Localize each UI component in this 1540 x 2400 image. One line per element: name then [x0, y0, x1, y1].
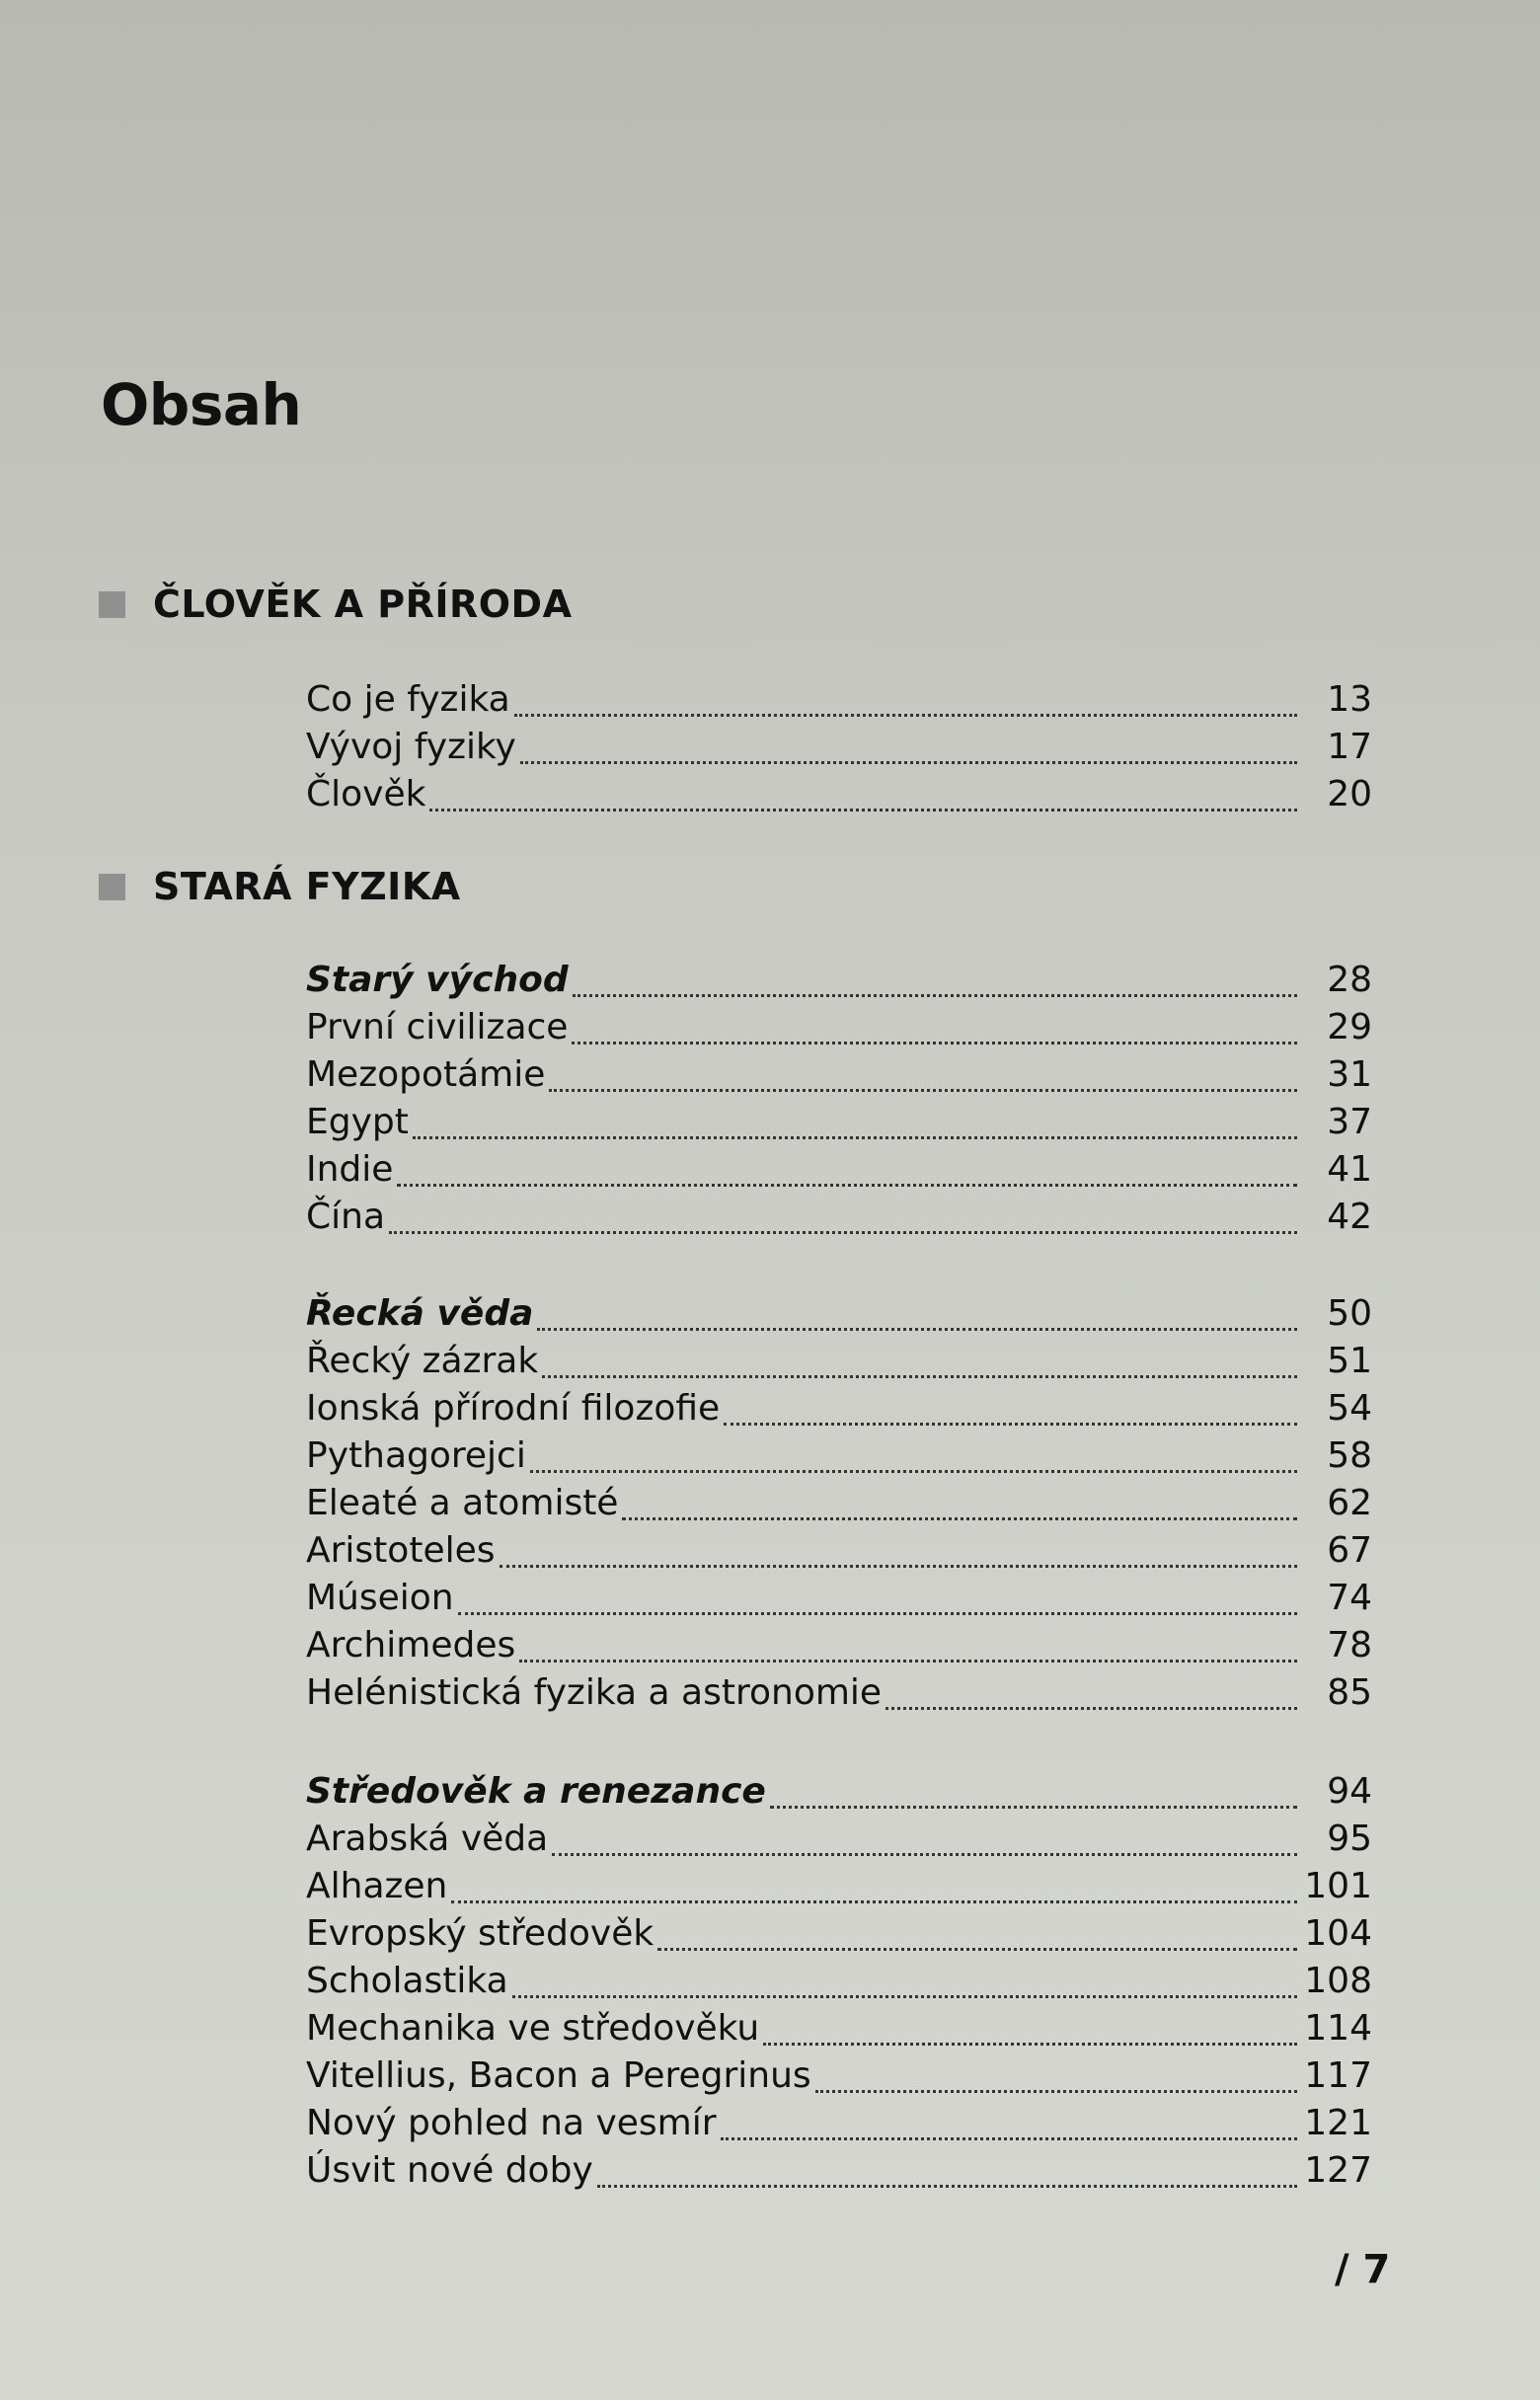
toc-entry-label: Indie: [306, 1149, 394, 1190]
dot-leader: [537, 1320, 1297, 1331]
toc-entry-page: 54: [1327, 1388, 1372, 1429]
toc-entry[interactable]: [306, 2055, 1372, 2103]
page-title: Obsah: [101, 371, 302, 438]
toc-entry-label: Nový pohled na vesmír: [306, 2103, 717, 2143]
toc-entry-label: Evropský středověk: [306, 1913, 654, 1954]
toc-entry-page: 121: [1304, 2103, 1372, 2143]
square-bullet-icon: [99, 591, 125, 618]
dot-leader: [549, 1081, 1297, 1092]
toc-entry-page: 101: [1304, 1866, 1372, 1906]
toc-entry-label: První civilizace: [306, 1007, 569, 1047]
dot-leader: [458, 1604, 1297, 1615]
toc-entry-label: Starý východ: [306, 960, 569, 1000]
toc-entry-page: 20: [1327, 774, 1372, 814]
dot-leader: [724, 1415, 1297, 1426]
toc-entry[interactable]: [306, 1578, 1372, 1625]
dot-leader: [552, 1845, 1297, 1856]
toc-entry[interactable]: [306, 774, 1372, 821]
toc-entry[interactable]: [306, 1149, 1372, 1197]
dot-leader: [622, 1510, 1297, 1520]
square-bullet-icon: [99, 874, 125, 900]
section-label: ČLOVĚK A PŘÍRODA: [153, 582, 573, 626]
toc-entry-label: Múseion: [306, 1578, 454, 1618]
section-heading-stara-fyzika: [99, 865, 461, 908]
toc-entry-page: 67: [1327, 1530, 1372, 1571]
toc-entry[interactable]: [306, 1054, 1372, 1102]
toc-entry-page: 58: [1327, 1435, 1372, 1476]
dot-leader: [763, 2035, 1297, 2046]
toc-entry-page: 31: [1327, 1054, 1372, 1095]
toc-chapter-entry[interactable]: [306, 1293, 1372, 1341]
toc-entry-label: Mezopotámie: [306, 1054, 546, 1095]
toc-entry[interactable]: [306, 1388, 1372, 1435]
toc-entry[interactable]: [306, 1483, 1372, 1530]
toc-entry[interactable]: [306, 1530, 1372, 1578]
dot-leader: [770, 1798, 1297, 1809]
toc-entry-page: 41: [1327, 1149, 1372, 1190]
toc-entry-label: Řecká věda: [306, 1293, 534, 1334]
toc-entry-label: Helénistická fyzika a astronomie: [306, 1672, 883, 1713]
toc-entry[interactable]: [306, 2150, 1372, 2198]
toc-entry-label: Alhazen: [306, 1866, 448, 1906]
toc-entry-label: Aristoteles: [306, 1530, 496, 1571]
section-heading-clovek-a-priroda: [99, 582, 572, 626]
dot-leader: [572, 1034, 1297, 1045]
dot-leader: [514, 706, 1297, 717]
toc-entry[interactable]: [306, 1961, 1372, 2008]
dot-leader: [886, 1699, 1297, 1710]
toc-entry-page: 29: [1327, 1007, 1372, 1047]
dot-leader: [542, 1367, 1297, 1378]
dot-leader: [413, 1128, 1297, 1139]
dot-leader: [519, 1652, 1297, 1663]
dot-leader: [520, 753, 1297, 764]
toc-entry-label: Arabská věda: [306, 1819, 549, 1859]
toc-entry[interactable]: [306, 1819, 1372, 1866]
toc-entry-page: 78: [1327, 1625, 1372, 1665]
toc-entry[interactable]: [306, 1341, 1372, 1388]
toc-entry[interactable]: [306, 1007, 1372, 1054]
toc-entry-label: Co je fyzika: [306, 679, 510, 720]
toc-entry-label: Člověk: [306, 774, 426, 814]
toc-entry-page: 114: [1304, 2008, 1372, 2049]
toc-entry[interactable]: [306, 727, 1372, 774]
toc-entry-page: 117: [1304, 2055, 1372, 2096]
dot-leader: [451, 1893, 1297, 1903]
dot-leader: [429, 801, 1297, 812]
toc-entry-label: Scholastika: [306, 1961, 508, 2001]
toc-entry-label: Egypt: [306, 1102, 409, 1142]
dot-leader: [573, 986, 1297, 997]
section-label: STARÁ FYZIKA: [153, 865, 461, 908]
toc-entry-label: Řecký zázrak: [306, 1341, 539, 1381]
toc-entry[interactable]: [306, 679, 1372, 727]
dot-leader: [500, 1557, 1298, 1568]
toc-entry-page: 85: [1327, 1672, 1372, 1713]
dot-leader: [597, 2177, 1297, 2188]
toc-entry[interactable]: [306, 1866, 1372, 1913]
dot-leader: [397, 1176, 1297, 1187]
toc-entry-page: 108: [1304, 1961, 1372, 2001]
toc-entry-page: 95: [1327, 1819, 1372, 1859]
toc-chapter-entry[interactable]: [306, 1771, 1372, 1819]
toc-entry-label: Středověk a renezance: [306, 1771, 766, 1812]
dot-leader: [530, 1462, 1297, 1473]
toc-entry-page: 28: [1327, 960, 1372, 1000]
toc-entry-page: 51: [1327, 1341, 1372, 1381]
page-number: / 7: [1335, 2247, 1391, 2292]
toc-entry-label: Eleaté a atomisté: [306, 1483, 619, 1523]
toc-entry-label: Vývoj fyziky: [306, 727, 516, 767]
toc-entry[interactable]: [306, 1913, 1372, 1961]
toc-entry-page: 127: [1304, 2150, 1372, 2191]
toc-entry-label: Úsvit nové doby: [306, 2150, 593, 2191]
toc-entry-page: 37: [1327, 1102, 1372, 1142]
toc-entry[interactable]: [306, 2103, 1372, 2150]
toc-entry-page: 94: [1327, 1771, 1372, 1812]
toc-entry-page: 104: [1304, 1913, 1372, 1954]
toc-entry[interactable]: [306, 1672, 1372, 1720]
toc-entry[interactable]: [306, 2008, 1372, 2055]
toc-entry[interactable]: [306, 1197, 1372, 1244]
toc-entry-page: 50: [1327, 1293, 1372, 1334]
toc-entry[interactable]: [306, 1435, 1372, 1483]
toc-entry-label: Ionská přírodní filozofie: [306, 1388, 721, 1429]
toc-entry[interactable]: [306, 1102, 1372, 1149]
toc-entry-page: 17: [1327, 727, 1372, 767]
toc-entry-page: 62: [1327, 1483, 1372, 1523]
toc-entry-page: 74: [1327, 1578, 1372, 1618]
toc-entry-label: Vitellius, Bacon a Peregrinus: [306, 2055, 811, 2096]
toc-entry-label: Archimedes: [306, 1625, 516, 1665]
dot-leader: [815, 2082, 1297, 2093]
dot-leader: [389, 1223, 1297, 1234]
toc-entry-label: Mechanika ve středověku: [306, 2008, 760, 2049]
dot-leader: [657, 1940, 1297, 1951]
toc-chapter-entry[interactable]: [306, 960, 1372, 1007]
toc-entry-label: Pythagorejci: [306, 1435, 526, 1476]
dot-leader: [721, 2129, 1297, 2140]
toc-entry-page: 13: [1327, 679, 1372, 720]
toc-entry-label: Čína: [306, 1197, 386, 1237]
toc-entry-page: 42: [1327, 1197, 1372, 1237]
toc-entry[interactable]: [306, 1625, 1372, 1672]
dot-leader: [512, 1987, 1297, 1998]
